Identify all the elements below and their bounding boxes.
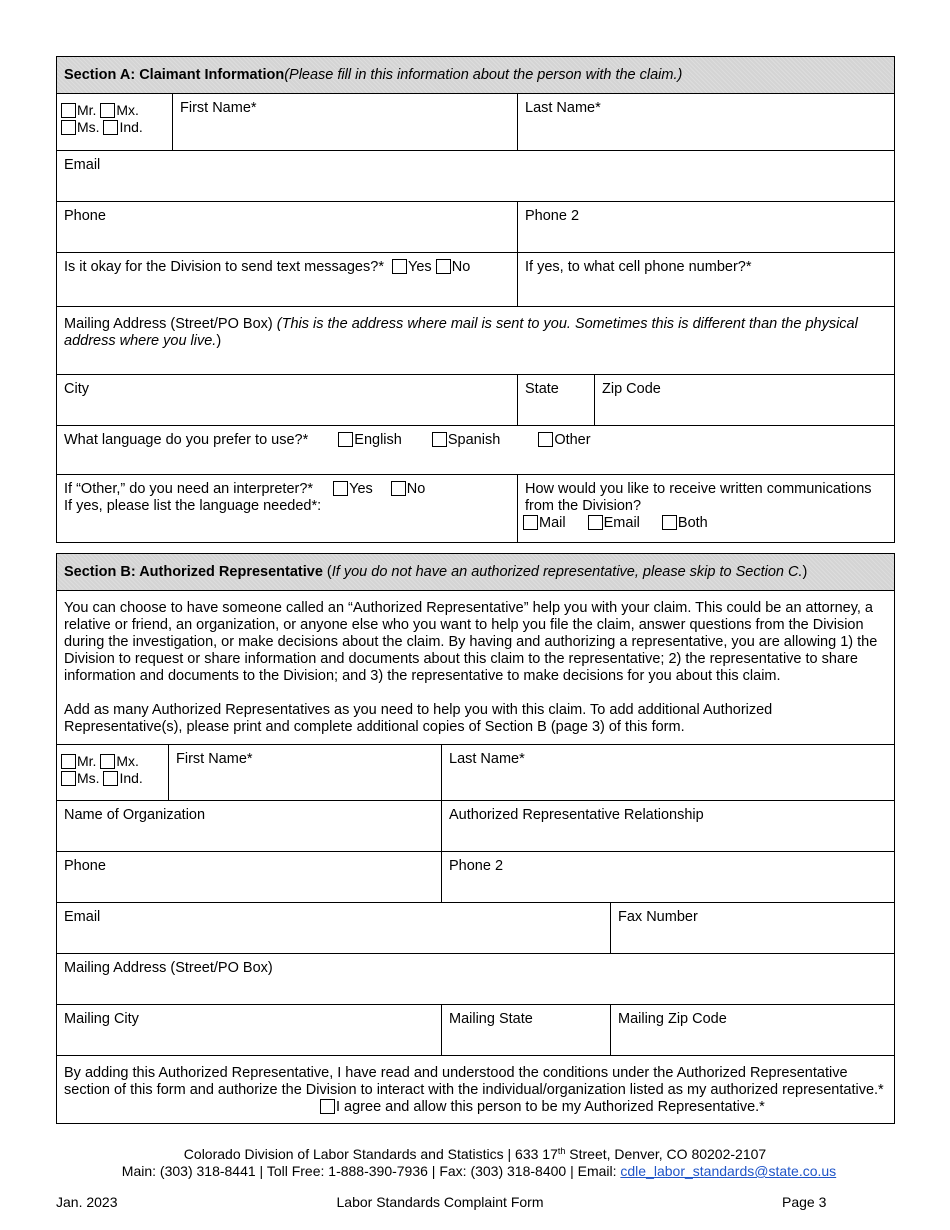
rep-ind-checkbox[interactable] (103, 771, 118, 786)
rep-fax-field[interactable] (610, 903, 894, 953)
interpreter-question-label: If “Other,” do you need an interpreter?* (64, 481, 314, 497)
mailing-note: (This is the address where mail is sent to you. Sometimes this is different than the physical address where you live. (64, 316, 858, 349)
agree-group (320, 1099, 765, 1116)
mx-label: Mx. (116, 102, 139, 118)
rep-organization-field[interactable] (57, 801, 441, 851)
footer-contact (0, 1163, 950, 1180)
footer-form-name: Labor Standards Complaint Form (336, 1194, 544, 1210)
communication-preference (517, 475, 894, 542)
section-a-subtitle: (Please fill in this information about the person with the claim.) (284, 67, 683, 83)
text-no-label: No (451, 259, 471, 275)
rep-ms-checkbox[interactable] (61, 771, 76, 786)
interpreter-no-checkbox[interactable] (391, 481, 406, 496)
rep-mailing-label: Mailing Address (Street/PO Box) (64, 960, 273, 976)
interpreter-yes-label: Yes (349, 481, 373, 497)
rep-mailing-zip-field[interactable] (610, 1005, 894, 1055)
authorized-rep-paragraph-1: You can choose to have someone called an “Authorized Representative” help you with your claim. This could be an attorney, a relative or friend, an organization, or anyone else who you want to help you file the claim, answer questions from the Division during the investigation, or make decisions about the claim. By having and authorizing a representative, you are allowing 1) the Division to request or share information and documents about this claim to the representative; 2) the representative to share information and documents to the Division; and 3) the representative to make decisions for you about this claim. (64, 600, 878, 684)
state-label: State (525, 381, 559, 397)
rep-email-label: Email (64, 909, 101, 925)
comm-mail-checkbox[interactable] (523, 515, 538, 530)
authorized-rep-explanation (57, 591, 894, 744)
lang-spanish-label: Spanish (447, 432, 501, 448)
lang-english-checkbox[interactable] (338, 432, 353, 447)
rep-last-name-label: Last Name* (449, 751, 525, 767)
mailing-city-label: Mailing City (64, 1011, 139, 1027)
comm-mail-label: Mail (539, 515, 566, 531)
claimant-city-field[interactable] (57, 375, 517, 425)
text-yes-label: Yes (408, 259, 432, 275)
mr-label: Mr. (77, 102, 97, 118)
agree-checkbox[interactable] (320, 1099, 335, 1114)
phone-label: Phone (64, 208, 106, 224)
mailing-zip-label: Mailing Zip Code (618, 1011, 727, 1027)
claimant-ind-checkbox[interactable] (103, 120, 118, 135)
claimant-last-name-field[interactable] (517, 94, 894, 150)
ind-label: Ind. (119, 119, 143, 135)
section-a (56, 56, 895, 543)
claimant-mr-checkbox[interactable] (61, 103, 76, 118)
rep-mailing-address-field[interactable] (57, 954, 894, 1004)
ms-label: Ms. (77, 119, 100, 135)
claimant-mx-checkbox[interactable] (100, 103, 115, 118)
interpreter-no-label: No (406, 481, 426, 497)
section-b-paren-close: ) (802, 564, 808, 580)
claimant-mailing-address-field[interactable] (57, 307, 894, 374)
rep-consent (57, 1056, 894, 1123)
interpreter-list-label: If yes, please list the language needed*: (64, 498, 322, 514)
lang-spanish-checkbox[interactable] (432, 432, 447, 447)
rep-ms-label: Ms. (77, 770, 100, 786)
authorized-rep-paragraph-2: Add as many Authorized Representatives as you need to help you with this claim. To add additional Authorized Representative(s), please print and complete additional copies of Section B (page 3) of this form. (64, 702, 773, 735)
lang-other-checkbox[interactable] (538, 432, 553, 447)
claimant-zip-field[interactable] (594, 375, 894, 425)
rep-last-name-field[interactable] (441, 745, 894, 800)
rep-mx-checkbox[interactable] (100, 754, 115, 769)
city-label: City (64, 381, 89, 397)
footer-date: Jan. 2023 (56, 1194, 118, 1210)
interpreter-question (57, 475, 517, 542)
rep-mr-checkbox[interactable] (61, 754, 76, 769)
text-no-checkbox[interactable] (436, 259, 451, 274)
org-name-label: Name of Organization (64, 807, 206, 823)
mailing-label: Mailing Address (Street/PO Box) (64, 316, 273, 332)
first-name-label: First Name* (180, 100, 257, 116)
language-question (57, 426, 894, 474)
rep-phone2-label: Phone 2 (449, 858, 504, 874)
comm-email-checkbox[interactable] (588, 515, 603, 530)
footer-contact-text: Main: (303) 318-8441 | Toll Free: 1-888-390-7936 | Fax: (303) 318-8400 | Email: (121, 1163, 621, 1179)
mailing-state-label: Mailing State (449, 1011, 533, 1027)
lang-english-label: English (354, 432, 402, 448)
rep-mr-label: Mr. (77, 753, 97, 769)
agree-label: I agree and allow this person to be my Authorized Representative.* (336, 1099, 765, 1115)
rep-email-field[interactable] (57, 903, 610, 953)
fax-label: Fax Number (618, 909, 698, 925)
claimant-first-name-field[interactable] (172, 94, 517, 150)
footer-sup: th (557, 1146, 566, 1156)
section-b-header (57, 554, 894, 590)
rep-mailing-state-field[interactable] (441, 1005, 610, 1055)
text-message-question (57, 253, 517, 306)
footer-address-text: Colorado Division of Labor Standards and Statistics | 633 17 (183, 1146, 558, 1162)
comm-both-label: Both (677, 515, 708, 531)
comm-both-checkbox[interactable] (662, 515, 677, 530)
comm-email-label: Email (603, 515, 640, 531)
cell-question-label: If yes, to what cell phone number?* (525, 259, 752, 275)
footer-address-text-2: Street, Denver, CO 80202-2107 (565, 1146, 767, 1162)
section-b-subtitle: If you do not have an authorized representative, please skip to Section C. (331, 564, 803, 580)
lang-other-label: Other (554, 432, 591, 448)
rep-phone-field[interactable] (57, 852, 441, 902)
footer-email-link[interactable]: cdle_labor_standards@state.co.us (620, 1163, 837, 1179)
rep-honorific-group (57, 745, 168, 800)
rep-mailing-city-field[interactable] (57, 1005, 441, 1055)
email-label: Email (64, 157, 101, 173)
rep-phone2-field[interactable] (441, 852, 894, 902)
language-question-label: What language do you prefer to use?* (64, 432, 309, 448)
text-yes-checkbox[interactable] (392, 259, 407, 274)
rep-first-name-label: First Name* (176, 751, 253, 767)
consent-text: By adding this Authorized Representative, I have read and understood the conditions under the Authorized Representative section of this form and authorize the Division to interact with the individual/organization listed as my authorized representative.* (64, 1065, 884, 1098)
claimant-state-field[interactable] (517, 375, 594, 425)
claimant-phone2-field[interactable] (517, 202, 894, 252)
rep-relationship-field[interactable] (441, 801, 894, 851)
last-name-label: Last Name* (525, 100, 601, 116)
text-question-label: Is it okay for the Division to send text messages?* (64, 259, 384, 275)
footer-address (0, 1146, 950, 1163)
claimant-ms-checkbox[interactable] (61, 120, 76, 135)
claimant-phone-field[interactable] (57, 202, 517, 252)
section-b (56, 553, 895, 1124)
phone2-label: Phone 2 (525, 208, 580, 224)
rep-mx-label: Mx. (116, 753, 139, 769)
rep-first-name-field[interactable] (168, 745, 441, 800)
relationship-label: Authorized Representative Relationship (449, 807, 704, 823)
cell-phone-field[interactable] (517, 253, 894, 306)
footer-page-number: Page 3 (782, 1194, 827, 1210)
zip-label: Zip Code (602, 381, 661, 397)
mailing-close: ) (216, 333, 222, 349)
section-a-title: Section A: Claimant Information (64, 67, 285, 83)
claimant-honorific-group (57, 94, 172, 150)
comm-question-label: How would you like to receive written communications from the Division? (525, 481, 872, 514)
rep-phone-label: Phone (64, 858, 106, 874)
section-b-title: Section B: Authorized Representative (64, 564, 323, 580)
section-a-header (57, 57, 894, 93)
claimant-email-field[interactable] (57, 151, 894, 201)
rep-ind-label: Ind. (119, 770, 143, 786)
interpreter-yes-checkbox[interactable] (333, 481, 348, 496)
section-b-paren-open: ( (322, 564, 332, 580)
